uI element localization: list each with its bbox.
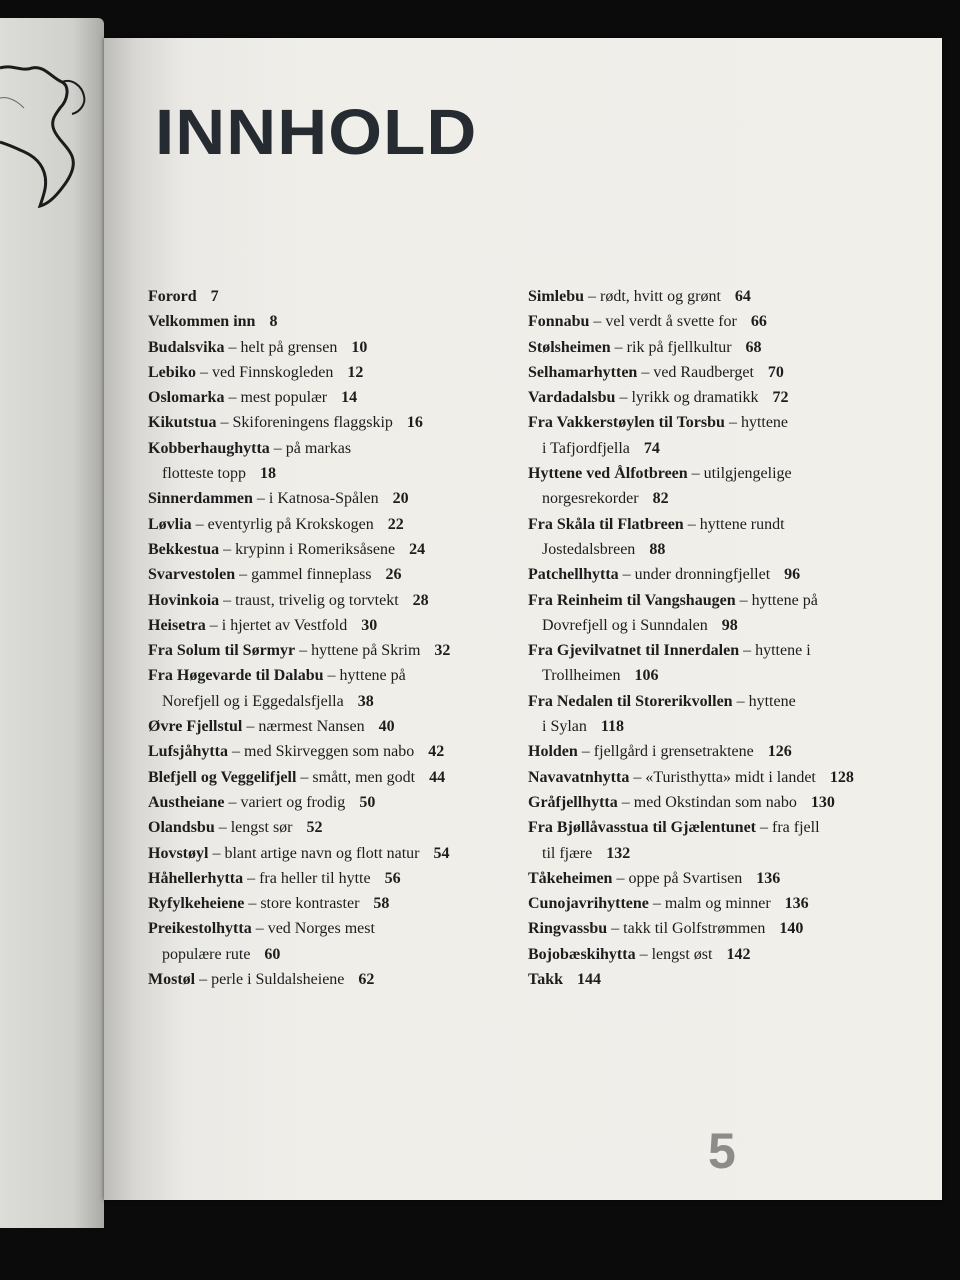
entry-continuation-text: Jostedalsbreen [542, 540, 636, 558]
entry-page-number: 52 [306, 819, 323, 837]
entry-name: Sinnerdammen [148, 490, 253, 508]
entry-name: Øvre Fjellstul [148, 718, 243, 736]
entry-name: Hovinkoia [148, 591, 220, 609]
entry-page-number: 106 [634, 667, 659, 685]
entry-description: – traust, trivelig og torvtekt [223, 591, 399, 609]
entry-name: Gråfjellhytta [528, 793, 618, 811]
entry-description: – fjellgård i grensetraktene [581, 743, 754, 761]
entry-description: – hyttene rundt [687, 515, 785, 533]
entry-name: Fra Nedalen til Storerikvollen [528, 692, 733, 710]
entry-description: – rik på fjellkultur [614, 338, 732, 356]
toc-entry [148, 613, 518, 638]
entry-page-number: 30 [361, 616, 378, 634]
toc-entry [148, 335, 518, 360]
entry-description: – ved Raudberget [641, 363, 754, 381]
toc-entry [528, 790, 908, 815]
entry-page-number: 14 [341, 389, 358, 407]
toc-entry [528, 360, 908, 385]
toc-entry [528, 284, 908, 309]
toc-entry [528, 410, 908, 461]
toc-entry [148, 410, 518, 435]
entry-name: Fra Skåla til Flatbreen [528, 515, 684, 533]
entry-continuation-text: Dovrefjell og i Sunndalen [542, 616, 708, 634]
entry-name: Vardadalsbu [528, 389, 616, 407]
toc-entry [528, 335, 908, 360]
entry-continuation-text: Trollheimen [542, 667, 621, 685]
entry-name: Blefjell og Veggelifjell [148, 768, 297, 786]
entry-page-number: 58 [373, 895, 390, 913]
entry-description: – fra heller til hytte [247, 869, 371, 887]
entry-description: – rødt, hvitt og grønt [588, 288, 721, 305]
entry-page-number: 126 [767, 743, 792, 761]
entry-continuation-text: i Tafjordfjella [542, 439, 630, 457]
entry-continuation [528, 486, 908, 511]
entry-name: Budalsvika [148, 338, 225, 356]
toc-entry [148, 385, 518, 410]
entry-page-number: 72 [772, 389, 789, 407]
entry-name: Selhamarhytten [528, 363, 638, 381]
entry-page-number: 70 [767, 363, 784, 381]
entry-page-number: 96 [784, 566, 801, 584]
entry-page-number: 8 [269, 313, 278, 331]
toc-entry [528, 512, 908, 563]
toc-entry [528, 562, 908, 587]
entry-description: – ved Finnskogleden [200, 363, 334, 381]
entry-description: – gammel finneplass [239, 566, 372, 584]
entry-description: – med Okstindan som nabo [621, 793, 797, 811]
entry-page-number: 20 [392, 490, 409, 508]
entry-name: Lufsjåhytta [148, 743, 229, 761]
entry-description: – Skiforeningens flaggskip [220, 414, 393, 432]
entry-name: Oslomarka [148, 389, 225, 407]
entry-description: – nærmest Nansen [246, 718, 365, 736]
entry-description: – i hjertet av Vestfold [209, 616, 348, 634]
toc-entry [528, 967, 908, 992]
entry-description: – under dronningfjellet [622, 566, 771, 584]
entry-description: – variert og frodig [228, 793, 346, 811]
entry-page-number: 38 [357, 692, 374, 710]
entry-name: Simlebu [528, 288, 585, 305]
entry-name: Kobberhaughytta [148, 439, 270, 457]
entry-name: Navavatnhytta [528, 768, 630, 786]
entry-name: Heisetra [148, 616, 206, 634]
toc-entry [528, 942, 908, 967]
entry-description: – hyttene på Skrim [299, 642, 421, 660]
entry-page-number: 18 [259, 465, 276, 483]
toc-entry [148, 537, 518, 562]
entry-name: Holden [528, 743, 578, 761]
toc-entry [528, 689, 908, 740]
entry-page-number: 88 [649, 540, 666, 558]
entry-name: Hyttene ved Ålfotbreen [528, 465, 688, 483]
entry-name: Ryfylkeheiene [148, 895, 245, 913]
entry-description: – blant artige navn og flott natur [212, 844, 420, 862]
entry-description: – hyttene [728, 414, 789, 432]
entry-page-number: 22 [387, 515, 404, 533]
entry-page-number: 60 [264, 945, 281, 963]
entry-continuation [148, 461, 518, 486]
page-title: INNHOLD [155, 96, 478, 168]
toc-entry [148, 663, 518, 714]
entry-continuation [148, 942, 518, 967]
entry-page-number: 44 [429, 768, 446, 786]
toc-entry [528, 765, 908, 790]
entry-page-number: 26 [385, 566, 402, 584]
entry-continuation [528, 841, 908, 866]
entry-continuation [528, 436, 908, 461]
entry-page-number: 140 [779, 920, 804, 938]
toc-entry [148, 739, 518, 764]
entry-name: Ringvassbu [528, 920, 608, 938]
toc-entry [528, 309, 908, 334]
entry-description: – i Katnosa-Spålen [256, 490, 379, 508]
entry-name: Preikestolhytta [148, 920, 252, 938]
toc-entry [148, 891, 518, 916]
entry-name: Hovstøyl [148, 844, 209, 862]
entry-page-number: 40 [378, 718, 395, 736]
toc-entry [148, 967, 518, 992]
entry-page-number: 98 [721, 616, 738, 634]
toc-entry [148, 360, 518, 385]
toc-entry [528, 385, 908, 410]
entry-description: – utilgjengelige [691, 465, 792, 483]
entry-name: Cunojavrihyttene [528, 895, 649, 913]
entry-description: – hyttene [736, 692, 796, 710]
entry-name: Takk [528, 971, 563, 989]
entry-page-number: 82 [652, 490, 669, 508]
entry-description: – ved Norges mest [255, 920, 375, 938]
entry-description: – lengst sør [218, 819, 293, 837]
entry-page-number: 132 [606, 844, 631, 862]
entry-page-number: 136 [784, 895, 809, 913]
entry-name: Mostøl [148, 971, 196, 989]
entry-description: – eventyrlig på Krokskogen [195, 515, 374, 533]
toc-entry [528, 461, 908, 512]
toc-column-right [528, 284, 908, 992]
entry-description: – lengst øst [639, 945, 713, 963]
entry-page-number: 74 [643, 439, 660, 457]
entry-name: Forord [148, 288, 197, 305]
toc-entry [148, 436, 518, 487]
entry-continuation-text: i Sylan [542, 718, 587, 736]
entry-description: – smått, men godt [300, 768, 416, 786]
entry-page-number: 10 [351, 338, 368, 356]
entry-description: – på markas [273, 439, 352, 457]
entry-name: Bojobæskihytta [528, 945, 636, 963]
toc-entry [148, 714, 518, 739]
entry-page-number: 32 [434, 642, 451, 660]
entry-description: – med Skirveggen som nabo [232, 743, 415, 761]
entry-name: Lebiko [148, 363, 197, 381]
toc-entry [528, 866, 908, 891]
toc-entry [148, 284, 518, 309]
entry-page-number: 12 [347, 363, 364, 381]
entry-continuation-text: norgesrekorder [542, 490, 639, 508]
entry-continuation-text: populære rute [162, 945, 251, 963]
entry-continuation-text: Norefjell og i Eggedalsfjella [162, 692, 344, 710]
toc-entry [528, 638, 908, 689]
entry-page-number: 68 [745, 338, 762, 356]
toc-entry [148, 486, 518, 511]
map-outline-icon [0, 38, 104, 218]
entry-description: – vel verdt å svette for [593, 313, 737, 331]
entry-name: Olandsbu [148, 819, 215, 837]
toc-entry [528, 891, 908, 916]
entry-description: – perle i Suldalsheiene [199, 971, 345, 989]
toc-entry [148, 588, 518, 613]
entry-description: – malm og minner [652, 895, 771, 913]
toc-entry [148, 916, 518, 967]
entry-page-number: 42 [428, 743, 445, 761]
toc-entry [148, 309, 518, 334]
toc-entry [148, 562, 518, 587]
entry-name: Fra Gjevilvatnet til Innerdalen [528, 642, 740, 660]
toc-entry [148, 841, 518, 866]
entry-name: Håhellerhytta [148, 869, 244, 887]
entry-name: Fra Høgevarde til Dalabu [148, 667, 324, 685]
entry-page-number: 64 [734, 288, 751, 305]
entry-page-number: 62 [358, 971, 375, 989]
toc-entry [148, 638, 518, 663]
entry-page-number: 54 [433, 844, 450, 862]
entry-name: Austheiane [148, 793, 225, 811]
entry-description: – mest populær [228, 389, 328, 407]
entry-name: Stølsheimen [528, 338, 611, 356]
entry-page-number: 130 [810, 793, 835, 811]
entry-page-number: 28 [412, 591, 429, 609]
entry-page-number: 118 [600, 718, 625, 736]
entry-description: – store kontraster [248, 895, 360, 913]
entry-name: Løvlia [148, 515, 192, 533]
entry-name: Patchellhytta [528, 566, 619, 584]
entry-name: Kikutstua [148, 414, 217, 432]
entry-name: Fra Reinheim til Vangshaugen [528, 591, 736, 609]
facing-page [0, 18, 104, 1228]
toc-entry [148, 790, 518, 815]
entry-name: Fra Vakkerstøylen til Torsbu [528, 414, 725, 432]
entry-page-number: 66 [750, 313, 767, 331]
entry-page-number: 24 [409, 540, 426, 558]
entry-description: – hyttene på [739, 591, 818, 609]
entry-page-number: 16 [406, 414, 423, 432]
entry-description: – «Turisthytta» midt i landet [633, 768, 816, 786]
entry-continuation [148, 689, 518, 714]
toc-column-left [148, 284, 518, 992]
entry-page-number: 144 [577, 971, 601, 989]
entry-page-number: 56 [384, 869, 401, 887]
toc-entry [528, 815, 908, 866]
entry-description: – fra fjell [760, 819, 820, 837]
entry-description: – hyttene i [743, 642, 811, 660]
entry-page-number: 142 [726, 945, 751, 963]
entry-page-number: 136 [756, 869, 781, 887]
entry-page-number: 50 [359, 793, 376, 811]
entry-page-number: 128 [829, 768, 854, 786]
toc-entry [528, 739, 908, 764]
entry-name: Bekkestua [148, 540, 220, 558]
entry-description: – takk til Golfstrømmen [611, 920, 766, 938]
toc-entry [528, 916, 908, 941]
entry-name: Fra Solum til Sørmyr [148, 642, 296, 660]
entry-description: – hyttene på [327, 667, 406, 685]
toc-entry [148, 765, 518, 790]
entry-continuation [528, 537, 908, 562]
entry-name: Fra Bjøllåvasstua til Gjælentunet [528, 819, 756, 837]
entry-description: – lyrikk og dramatikk [619, 389, 759, 407]
entry-continuation [528, 613, 908, 638]
toc-entry [148, 866, 518, 891]
entry-name: Tåkeheimen [528, 869, 613, 887]
entry-continuation [528, 714, 908, 739]
entry-continuation-text: til fjære [542, 844, 593, 862]
entry-description: – oppe på Svartisen [616, 869, 743, 887]
page-number: 5 [708, 1123, 736, 1179]
toc-entry [528, 588, 908, 639]
entry-description: – helt på grensen [228, 338, 338, 356]
entry-name: Svarvestolen [148, 566, 236, 584]
entry-continuation-text: flotteste topp [162, 465, 246, 483]
entry-page-number: 7 [210, 288, 219, 305]
entry-name: Fonnabu [528, 313, 590, 331]
toc-entry [148, 815, 518, 840]
entry-description: – krypinn i Romeriksåsene [223, 540, 396, 558]
entry-continuation [528, 663, 908, 688]
entry-name: Velkommen inn [148, 313, 256, 331]
toc-entry [148, 512, 518, 537]
